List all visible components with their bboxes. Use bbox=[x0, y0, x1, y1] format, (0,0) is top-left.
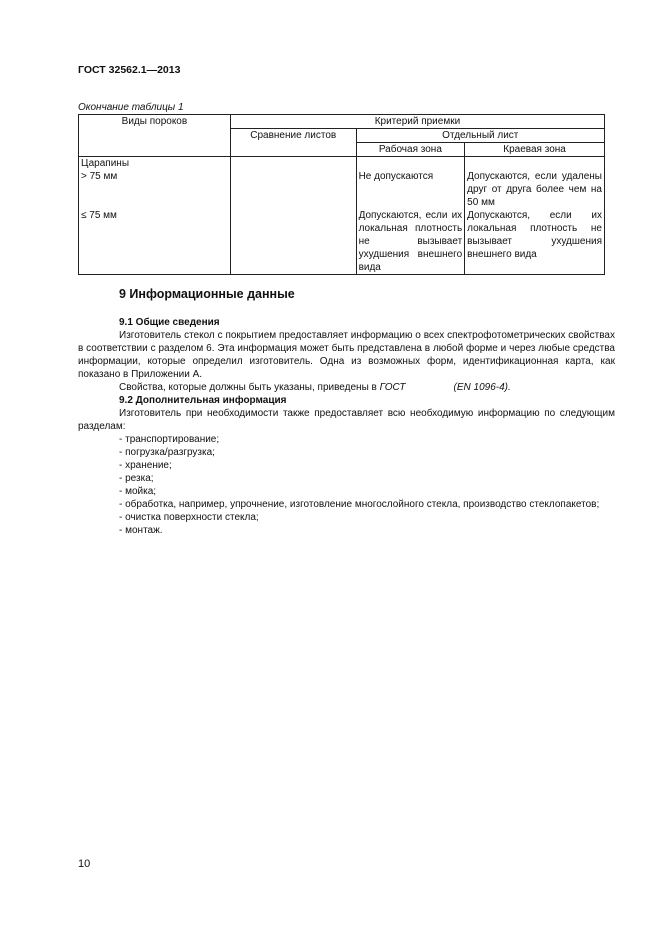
header-edge-zone: Краевая зона bbox=[465, 143, 605, 157]
header-defects: Виды пороков bbox=[79, 115, 231, 157]
defect-cell bbox=[79, 157, 231, 275]
header-single-sheet: Отдельный лист bbox=[356, 129, 604, 143]
edge-zone-value: Допускаются, если удалены друг от друга более чем на 50 мм bbox=[467, 171, 602, 208]
work-zone-value: Не допускаются bbox=[358, 171, 434, 182]
compare-cell bbox=[230, 157, 356, 275]
work-zone-cell bbox=[356, 157, 465, 275]
page-number: 10 bbox=[78, 858, 91, 870]
defect-label: > 75 мм bbox=[81, 171, 118, 182]
subsection-title: 9.2 Дополнительная информация bbox=[119, 395, 287, 406]
acceptance-criteria-table bbox=[78, 114, 605, 275]
edge-zone-cell bbox=[465, 157, 605, 275]
paragraph: Изготовитель стекол с покрытием предоставляет информацию о всех спектрофотометрических свойствах в соответствии с разделом 6. Эта информация может быть представлена в любой форме и через любые средства информации, которые определил изготовитель. Одна из возможных форм, идентификационная карта, как показано в Приложении А. bbox=[78, 330, 615, 380]
list-item: - резка; bbox=[119, 473, 154, 484]
list-item: - погрузка/разгрузка; bbox=[119, 447, 215, 458]
list-item: - обработка, например, упрочнение, изготовление многослойного стекла, производство стеклопакетов; bbox=[119, 499, 600, 510]
reference-text: Свойства, которые должны быть указаны, приведены в bbox=[119, 382, 380, 393]
reference-standard-en: (EN 1096-4). bbox=[453, 382, 511, 393]
table-row bbox=[79, 157, 605, 275]
work-zone-value: Допускаются, если их локальная плотность не вызывает ухудшения внешнего вида bbox=[358, 210, 463, 273]
paragraph: Изготовитель при необходимости также предоставляет всю необходимую информацию по следующим разделам: bbox=[78, 408, 615, 432]
header-work-zone: Рабочая зона bbox=[356, 143, 465, 157]
row-group-label: Царапины bbox=[81, 158, 130, 169]
table-caption: Окончание таблицы 1 bbox=[78, 102, 184, 113]
header-criteria: Критерий приемки bbox=[230, 115, 604, 129]
reference-standard: ГОСТ bbox=[379, 382, 406, 393]
paragraph-reference bbox=[78, 381, 615, 394]
header-sheet-compare: Сравнение листов bbox=[230, 129, 356, 157]
edge-zone-value: Допускаются, если их локальная плотность не вызывает ухудшения внешнего вида bbox=[467, 210, 602, 260]
section-body bbox=[78, 316, 615, 537]
list-item: - мойка; bbox=[119, 486, 157, 497]
section-title: 9 Информационные данные bbox=[119, 287, 295, 301]
list-item: - очистка поверхности стекла; bbox=[119, 512, 259, 523]
list-item: - монтаж. bbox=[119, 525, 163, 536]
subsection-title: 9.1 Общие сведения bbox=[119, 317, 220, 328]
list-item: - хранение; bbox=[119, 460, 172, 471]
list-item: - транспортирование; bbox=[119, 434, 220, 445]
defect-label: ≤ 75 мм bbox=[81, 210, 117, 221]
document-id: ГОСТ 32562.1—2013 bbox=[78, 64, 181, 76]
